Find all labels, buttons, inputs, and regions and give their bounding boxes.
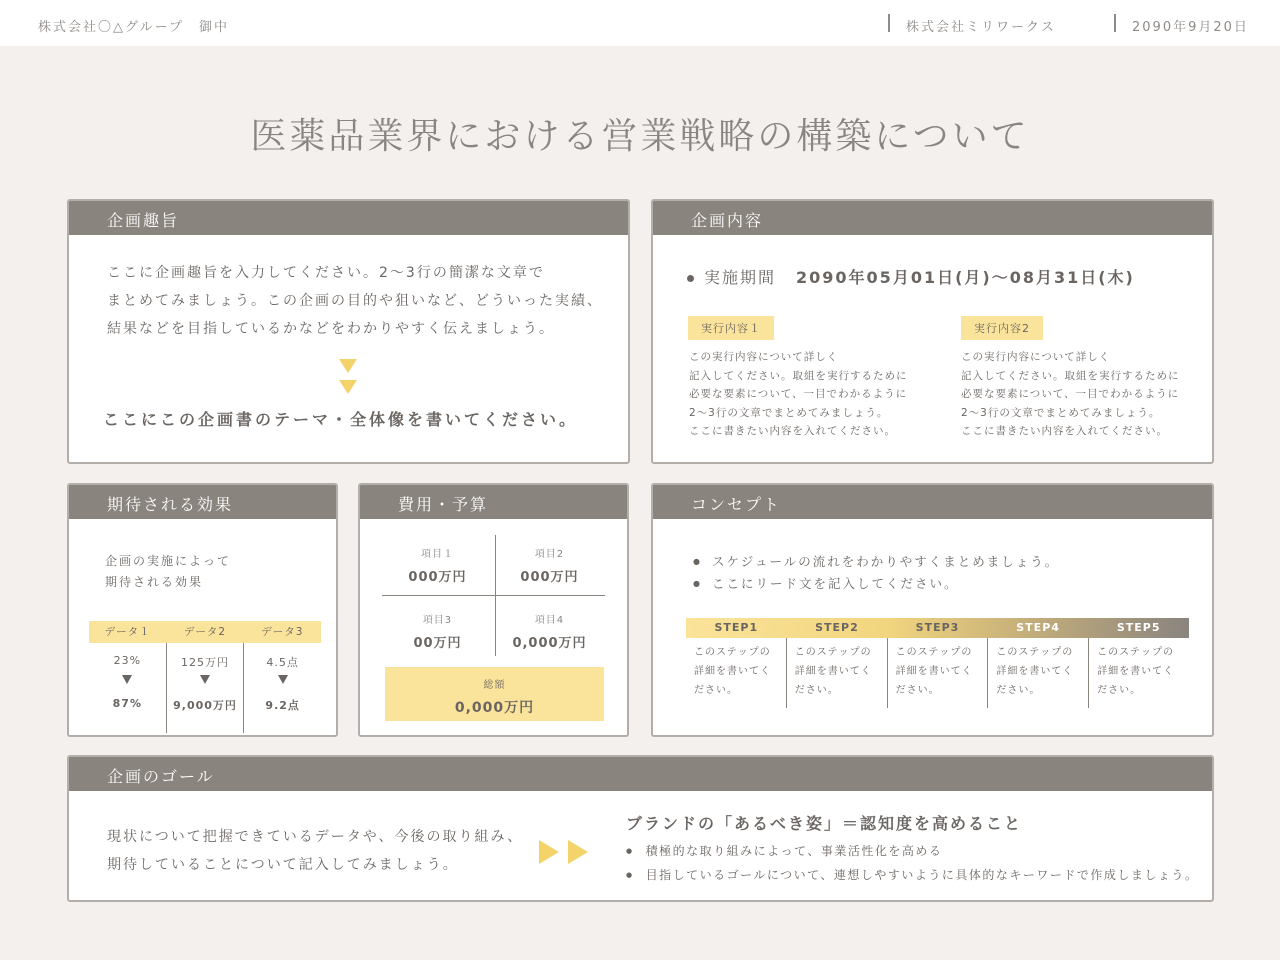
after-value: 87% xyxy=(112,697,142,710)
effects-column-label: データ3 xyxy=(261,626,304,638)
budget-item xyxy=(382,611,493,651)
client-name: 株式会社〇△グループ 御中 xyxy=(38,20,229,35)
step-label: STEP1 xyxy=(714,621,759,634)
effects-table-header xyxy=(89,621,321,643)
budget-item-value: 00万円 xyxy=(413,636,462,651)
purpose-line: ここに企画趣旨を入力してください。2～3行の簡潔な文章で xyxy=(107,265,545,281)
budget-item-label: 項目4 xyxy=(534,615,565,626)
down-arrow-icon xyxy=(122,675,132,684)
execution-text-1: この実行内容について詳しく 記入してください。取組を実行するために 必要な要素について、一目でわかるように 2～3行の文章でまとめてみましょう。 ここに書きたい内容を入れてください。 xyxy=(689,351,908,438)
effects-column xyxy=(243,643,321,733)
execution-badge-1: 実行内容１ xyxy=(688,316,774,340)
down-arrow-icon xyxy=(339,380,357,394)
budget-item-label: 項目2 xyxy=(534,549,565,560)
down-arrow-icon xyxy=(339,359,357,373)
company-name: 株式会社ミリワークス xyxy=(906,20,1056,35)
effects-lead: 企画の実施によって 期待される効果 xyxy=(105,554,232,589)
effects-column xyxy=(89,643,166,733)
step-descriptions xyxy=(686,638,1189,708)
down-arrow-icon xyxy=(200,675,210,684)
budget-item-value: 000万円 xyxy=(408,570,467,585)
budget-item xyxy=(494,611,605,651)
budget-item-value: 0,000万円 xyxy=(512,636,587,651)
after-value: 9.2点 xyxy=(265,699,300,712)
budget-item-label: 項目3 xyxy=(422,615,453,626)
concept-card xyxy=(651,483,1214,737)
right-arrow-icon xyxy=(568,840,588,864)
purpose-line: 結果などを目指しているかなどをわかりやすく伝えましょう。 xyxy=(107,321,555,337)
goal-bullet: ● 積極的な取り組みによって、事業活性化を高める xyxy=(626,839,1198,863)
after-value: 9,000万円 xyxy=(173,699,237,712)
goal-bullet: ● 目指しているゴールについて、連想しやすいように具体的なキーワードで作成しましょう。 xyxy=(626,863,1198,887)
effects-card xyxy=(67,483,338,737)
goal-title: ブランドの「あるべき姿」＝認知度を高めること xyxy=(626,814,1023,833)
step-label: STEP3 xyxy=(915,621,960,634)
goal-heading: 企画のゴール xyxy=(69,757,1212,791)
right-arrow-icon xyxy=(539,840,559,864)
header-divider xyxy=(888,14,890,32)
step-bar xyxy=(686,618,1189,638)
effects-column-label: データ１ xyxy=(104,626,151,638)
effects-heading: 期待される効果 xyxy=(69,485,336,519)
step-label: STEP4 xyxy=(1016,621,1060,634)
step-description: このステップの 詳細を書いてく ださい。 xyxy=(694,647,771,696)
concept-bullet: ● ここにリード文を記入してください。 xyxy=(693,573,1059,595)
budget-total-label: 総額 xyxy=(483,680,506,691)
budget-card xyxy=(358,483,629,737)
step-description: このステップの 詳細を書いてく ださい。 xyxy=(887,638,988,708)
before-value: 23% xyxy=(113,654,142,667)
step-label: STEP2 xyxy=(815,621,859,634)
content-card xyxy=(651,199,1214,464)
budget-item-label: 項目１ xyxy=(421,549,454,560)
before-value: 4.5点 xyxy=(266,656,299,669)
step-description: このステップの 詳細を書いてく ださい。 xyxy=(1088,638,1189,708)
content-heading: 企画内容 xyxy=(653,201,1212,235)
effects-column xyxy=(166,643,244,733)
step-description: このステップの 詳細を書いてく ださい。 xyxy=(987,638,1088,708)
budget-item xyxy=(382,545,493,585)
budget-total xyxy=(385,667,604,721)
step-label: STEP5 xyxy=(1116,621,1161,634)
period-row xyxy=(687,265,1135,288)
budget-total-value: 0,000万円 xyxy=(454,700,535,716)
step-description: このステップの 詳細を書いてく ださい。 xyxy=(786,638,887,708)
budget-item-value: 000万円 xyxy=(520,570,579,585)
purpose-line: まとめてみましょう。この企画の目的や狙いなど、どういった実績、 xyxy=(107,293,603,309)
down-arrow-icon xyxy=(278,675,288,684)
concept-bullets xyxy=(693,551,1059,595)
page-title: 医薬品業界における営業戦略の構築について xyxy=(250,116,1030,157)
goal-bullets xyxy=(626,839,1198,887)
period-value: 2090年05月01日(月)～08月31日(木) xyxy=(796,268,1135,287)
effects-column-label: データ2 xyxy=(183,626,227,638)
purpose-text xyxy=(107,259,603,343)
period-label: 実施期間 xyxy=(704,268,777,287)
header-divider xyxy=(1114,14,1116,32)
bullet-icon xyxy=(687,275,694,282)
document-date: 2090年9月20日 xyxy=(1132,20,1249,35)
effects-table xyxy=(89,621,321,733)
budget-grid xyxy=(382,535,605,656)
purpose-heading: 企画趣旨 xyxy=(69,201,628,235)
goal-lead: 現状について把握できているデータや、今後の取り組み、 期待していることについて記入してみましょう。 xyxy=(107,829,524,873)
purpose-theme: ここにこの企画書のテーマ・全体像を書いてください。 xyxy=(103,410,579,429)
goal-card xyxy=(67,755,1214,902)
execution-text-2: この実行内容について詳しく 記入してください。取組を実行するために 必要な要素について、一目でわかるように 2～3行の文章でまとめてみましょう。 ここに書きたい内容を入れてください。 xyxy=(961,351,1180,438)
budget-heading: 費用・予算 xyxy=(360,485,627,519)
top-bar xyxy=(0,0,1280,46)
concept-bullet: ● スケジュールの流れをわかりやすくまとめましょう。 xyxy=(693,551,1059,573)
execution-badge-2: 実行内容2 xyxy=(961,316,1043,340)
purpose-card xyxy=(67,199,630,464)
concept-heading: コンセプト xyxy=(653,485,1212,519)
budget-item xyxy=(494,545,605,585)
before-value: 125万円 xyxy=(181,656,229,669)
